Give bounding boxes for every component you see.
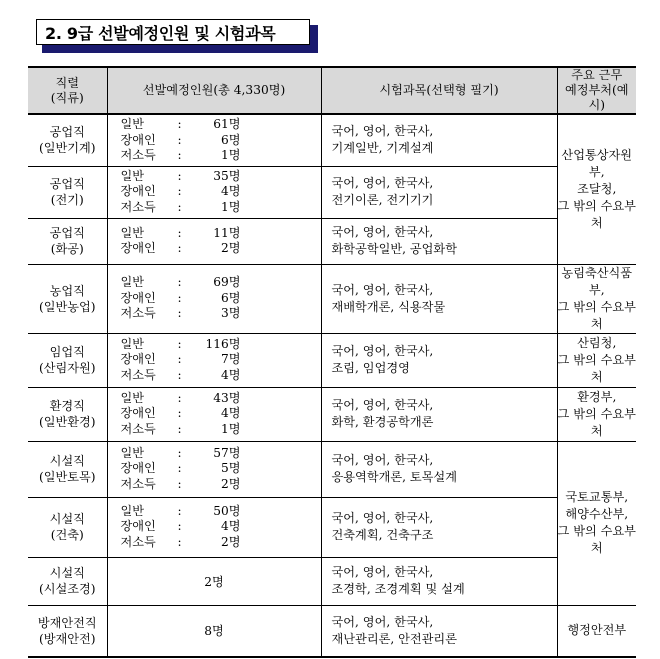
position-subtype: (일반환경) [38,415,96,429]
quota-cell [107,218,321,264]
quota-count: 2명 [220,534,241,549]
position-name: 공업직 [49,177,85,191]
position-name: 환경직 [49,399,85,413]
position-subtype: (시설조경) [38,582,96,596]
quota-count: 4명 [220,406,241,421]
dept-line: 그 밖의 수요부처 [557,524,636,555]
header-dept-line2: 예정부처(예시) [564,83,629,112]
quota-cell [107,387,321,441]
quota-colon: : [177,275,182,290]
quota-cell [107,605,321,657]
subjects-cell [321,387,557,441]
dept-line: 그 밖의 수요부처 [557,352,636,384]
position-name: 방재안전직 [37,615,97,630]
subjects-cell [321,166,557,218]
subject-line: 국어, 영어, 한국사, [331,614,434,629]
quota-colon: : [177,503,182,518]
quota-count: 61명 [213,117,241,131]
quota-line [121,306,321,322]
quota-line [121,368,321,384]
position-name: 시설직 [49,566,85,580]
subject-line: 국어, 영어, 한국사, [331,176,434,190]
quota-line [121,226,321,242]
table-row [28,441,636,497]
quota-label: 장애인 [120,461,156,476]
subject-line: 조림, 임업경영 [331,361,410,375]
subjects-cell [321,264,557,333]
quota-line [121,477,321,493]
dept-line: 조달청, [577,181,617,196]
quota-count: 50명 [213,503,241,518]
quota-colon: : [177,199,182,214]
quota-label: 장애인 [120,241,156,255]
position-subtype: (일반토목) [38,470,96,484]
header-position [28,67,107,114]
dept-cell [557,605,636,657]
dept-line: 산림청, [577,335,617,350]
position-cell [28,497,107,557]
position-subtype: (일반농업) [38,299,96,314]
dept-cell [557,264,636,333]
quota-count: 11명 [213,225,241,240]
position-cell [28,166,107,218]
quota-label: 일반 [120,275,145,290]
header-dept [557,67,636,114]
position-name: 임업직 [49,345,85,359]
quota-label: 일반 [120,503,145,518]
subject-line: 전기이론, 전기기기 [331,193,434,207]
dept-line: 산업통상자원부, [561,147,633,179]
quota-count: 4명 [220,184,241,199]
subjects-cell [321,114,557,166]
position-cell [28,557,107,605]
table-row [28,333,636,387]
quota-label: 장애인 [120,352,156,367]
subject-line: 화학공학일반, 공업화학 [331,242,457,256]
quota-line [121,169,321,185]
quota-count: 116명 [205,336,241,351]
subject-line: 응용역학개론, 토목설계 [331,470,457,484]
subject-line: 국어, 영어, 한국사, [331,225,434,239]
table-row [28,264,636,333]
table-row [28,218,636,264]
quota-colon: : [177,168,182,183]
quota-line [121,184,321,200]
quota-label: 일반 [120,117,145,131]
header-quota: 선발예정인원(총 4,330명) [107,67,321,114]
quota-line [121,461,321,477]
quota-count: 6명 [220,132,241,147]
quota-line [121,291,321,307]
quota-label: 저소득 [120,421,156,436]
header-position-line1: 직렬 [55,75,80,90]
quota-colon: : [177,241,182,255]
position-subtype: (산림자원) [38,361,96,375]
quota-line [121,406,321,422]
table-header-row [28,67,636,114]
table-row [28,605,636,657]
position-subtype: (전기) [50,193,84,207]
position-name: 공업직 [49,125,85,140]
quota-colon: : [177,445,182,460]
quota-colon: : [177,117,182,131]
subject-line: 건축계획, 건축구조 [331,528,434,542]
quota-colon: : [177,184,182,199]
position-subtype: (건축) [50,528,84,542]
quota-total: 2명 [204,574,224,589]
quota-colon: : [177,367,182,382]
position-subtype: (일반기계) [38,141,96,156]
table-row [28,557,636,605]
quota-line [121,391,321,407]
subject-line: 조경학, 조경계획 및 설계 [331,582,465,596]
subjects-cell [321,605,557,657]
quota-count: 4명 [220,367,241,382]
quota-colon: : [177,290,182,305]
quota-colon: : [177,306,182,321]
position-cell [28,333,107,387]
dept-cell [557,114,636,264]
quota-label: 저소득 [120,367,156,382]
quota-label: 저소득 [120,534,156,549]
position-subtype: (화공) [50,242,84,256]
quota-label: 장애인 [120,132,156,147]
header-position-line2: (직류) [50,90,84,105]
subject-line: 화학, 환경공학개론 [331,415,434,429]
dept-line: 그 밖의 수요부처 [557,198,636,230]
position-cell [28,441,107,497]
table-row [28,497,636,557]
recruitment-table [28,66,636,658]
quota-line [121,275,321,291]
quota-label: 일반 [120,390,145,405]
dept-cell [557,333,636,387]
position-name: 농업직 [49,283,85,298]
quota-label: 장애인 [120,184,156,199]
subjects-cell [321,333,557,387]
quota-count: 7명 [220,352,241,367]
quota-label: 장애인 [120,290,156,305]
quota-colon: : [177,225,182,240]
header-subjects: 시험과목(선택형 필기) [321,67,557,114]
quota-count: 1명 [220,199,241,214]
quota-label: 일반 [120,336,145,351]
subject-line: 국어, 영어, 한국사, [331,124,434,139]
quota-colon: : [177,421,182,436]
quota-label: 저소득 [120,476,156,491]
dept-cell [557,387,636,441]
quota-line [121,117,321,133]
dept-line: 농림축산식품부, [561,265,633,297]
dept-line: 해양수산부, [565,507,629,521]
quota-line [121,504,321,520]
quota-total: 8명 [204,624,224,639]
quota-count: 2명 [220,241,241,255]
quota-count: 1명 [220,421,241,436]
quota-label: 일반 [120,168,145,183]
quota-colon: : [177,148,182,162]
section-title: 2. 9급 선발예정인원 및 시험과목 [45,23,276,43]
quota-colon: : [177,132,182,147]
quota-line [121,200,321,216]
dept-line: 국토교통부, [565,490,629,504]
quota-colon: : [177,476,182,491]
quota-label: 저소득 [120,148,156,162]
table-row [28,114,636,166]
subjects-cell [321,497,557,557]
quota-count: 35명 [213,168,241,183]
quota-cell [107,333,321,387]
quota-cell [107,557,321,605]
quota-line [121,535,321,551]
quota-count: 43명 [213,390,241,405]
dept-cell [557,441,636,605]
quota-line [121,446,321,462]
quota-line [121,519,321,535]
table-row [28,166,636,218]
subject-line: 국어, 영어, 한국사, [331,565,434,579]
quota-cell [107,166,321,218]
position-subtype: (방재안전) [38,631,96,646]
quota-colon: : [177,461,182,476]
dept-line: 환경부, [577,389,617,404]
subject-line: 국어, 영어, 한국사, [331,453,434,467]
quota-colon: : [177,352,182,367]
quota-count: 69명 [213,275,241,290]
quota-cell [107,264,321,333]
dept-line: 그 밖의 수요부처 [557,406,636,438]
quota-cell [107,497,321,557]
position-cell [28,218,107,264]
subject-line: 기계일반, 기계설계 [331,141,434,156]
quota-count: 6명 [220,290,241,305]
position-cell [28,264,107,333]
position-cell [28,387,107,441]
position-name: 시설직 [49,454,85,468]
quota-label: 저소득 [120,306,156,321]
quota-count: 4명 [220,519,241,534]
subject-line: 재난관리론, 안전관리론 [331,631,457,646]
quota-label: 일반 [120,225,145,240]
quota-colon: : [177,390,182,405]
quota-line [121,337,321,353]
position-cell [28,605,107,657]
quota-count: 5명 [220,461,241,476]
quota-colon: : [177,336,182,351]
quota-line [121,133,321,149]
position-name: 공업직 [49,226,85,240]
quota-label: 장애인 [120,406,156,421]
quota-line [121,422,321,438]
subject-line: 국어, 영어, 한국사, [331,344,434,358]
dept-line: 그 밖의 수요부처 [557,299,636,331]
subjects-cell [321,441,557,497]
header-dept-line1: 주요 근무 [571,68,623,82]
quota-count: 2명 [220,476,241,491]
dept-line: 행정안전부 [567,623,627,638]
quota-colon: : [177,519,182,534]
table-row [28,387,636,441]
subjects-cell [321,218,557,264]
subject-line: 국어, 영어, 한국사, [331,511,434,525]
subject-line: 국어, 영어, 한국사, [331,282,434,297]
quota-line [121,241,321,257]
quota-count: 57명 [213,445,241,460]
quota-line [121,148,321,164]
quota-label: 일반 [120,445,145,460]
quota-colon: : [177,534,182,549]
position-cell [28,114,107,166]
quota-line [121,352,321,368]
quota-label: 저소득 [120,199,156,214]
title-frame [36,19,310,45]
subject-line: 국어, 영어, 한국사, [331,398,434,412]
quota-count: 3명 [220,306,241,321]
quota-cell [107,441,321,497]
section-title-box [36,19,318,53]
position-name: 시설직 [49,512,85,526]
quota-label: 장애인 [120,519,156,534]
subjects-cell [321,557,557,605]
subject-line: 재배학개론, 식용작물 [331,299,446,314]
quota-count: 1명 [220,148,241,162]
quota-colon: : [177,406,182,421]
quota-cell [107,114,321,166]
